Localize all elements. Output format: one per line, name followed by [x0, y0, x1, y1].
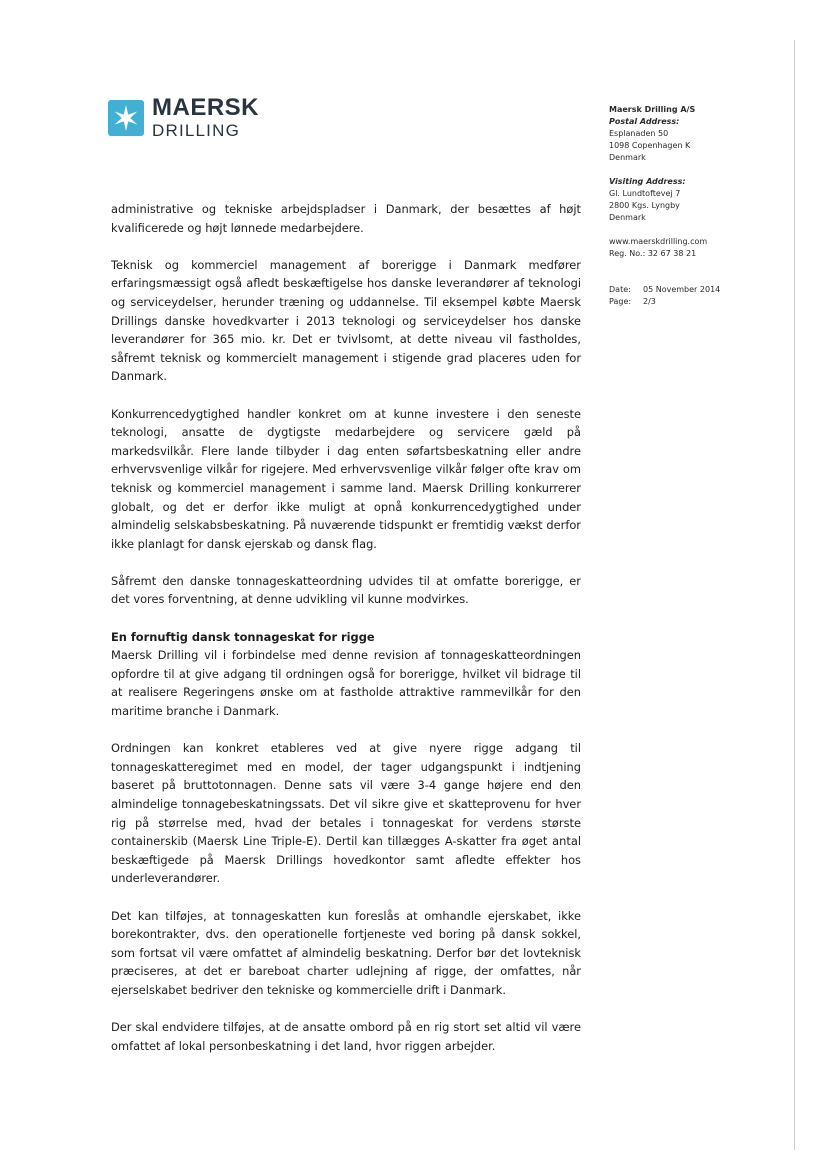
registration-number	[609, 248, 789, 260]
maersk-star-icon	[108, 100, 144, 136]
visiting-address-line: Gl. Lundtoftevej 7	[609, 189, 681, 198]
paragraph: Der skal endvidere tilføjes, at de ansatte ombord på en rig stort set altid vil være omfattet af lokal personbeskatning i det land, hvor riggen arbejder.	[111, 1020, 581, 1053]
section-heading: En fornuftig dansk tonnageskat for rigge	[111, 629, 375, 644]
paragraph: Konkurrencedygtighed handler konkret om at kunne investere i den seneste teknologi, ansatte de dygtigste medarbejdere og servicere gæld på markedsvilkår. Flere lande tilbyder i dag enten søfartsbeskatning eller andre erhvervsvenlige vilkår for rigejere. Med erhvervsvenlige vilkår følger ofte krav om teknisk og kommerciel management i samme land. Maersk Drilling konkurrerer globalt, og det er derfor ikke muligt at opnå konkurrencedygtighed under almindelig selskabsbeskatning. På nuværende tidspunkt er fremtidig vækst derfor ikke planlagt for dansk ejerskab og dansk flag.	[111, 406, 581, 551]
date-row	[609, 284, 789, 296]
website-link[interactable]: www.maerskdrilling.com	[609, 237, 708, 246]
paragraph: Teknisk og kommerciel management af borerigge i Danmark medfører erfaringsmæssigt også afledt beskæftigelse hos danske leverandører af teknologi og serviceydelser, herunder træning og uddannelse. Til eksempel købte Maersk Drillings danske hovedkvarter i 2013 teknologi og serviceydelser hos danske leverandører for 365 mio. kr. Det er tvivlsomt, at dette niveau vil fastholdes, såfremt teknisk og kommercielt management i stigende grad placeres uden for Danmark.	[111, 257, 581, 384]
letter-body	[111, 200, 581, 1074]
paragraph: Maersk Drilling vil i forbindelse med denne revision af tonnageskatteordningen opfordre til at give adgang til ordningen også for borerigge, hvilket vil bidrage til at realisere Regeringens ønske om at fastholde attraktive rammevilkår for den maritime branche i Danmark.	[111, 648, 581, 719]
visiting-address-line: Denmark	[609, 213, 646, 222]
page-value: 2/3	[643, 297, 656, 306]
date-value: 05 November 2014	[643, 285, 721, 294]
visiting-address-label: Visiting Address:	[609, 177, 686, 186]
company-name: Maersk Drilling A/S	[609, 105, 696, 114]
postal-address-label: Postal Address:	[609, 117, 680, 126]
letterhead-sidebar	[609, 104, 789, 308]
maersk-drilling-logo	[108, 96, 259, 139]
postal-address-line: 1098 Copenhagen K	[609, 141, 691, 150]
paragraph: Ordningen kan konkret etableres ved at give nyere rigge adgang til tonnageskatteregimet med en model, der tager udgangspunkt i indtjening baseret på bruttotonnagen. Denne sats vil være 3-4 gange højere end den almindelige tonnagebeskatningssats. Det vil sikre give et skatteprovenu for hver rig på størrelse med, hvad der betales i tonnageskat for verdens største containerskib (Maersk Line Triple-E). Dertil kan tillægges A-skatter fra øget antal beskæftigede på Maersk Drillings hovedkontor samt afledte effekter hos underleverandører.	[111, 741, 581, 886]
visiting-address-line: 2800 Kgs. Lyngby	[609, 201, 680, 210]
reg-label: Reg. No.:	[609, 249, 646, 258]
page-edge-line	[794, 40, 795, 1150]
paragraph: Såfremt den danske tonnageskatteordning udvides til at omfatte borerigge, er det vores forventning, at denne udvikling vil kunne modvirkes.	[111, 573, 581, 607]
page-row	[609, 296, 789, 308]
logo-subtitle: DRILLING	[152, 121, 241, 140]
paragraph: administrative og tekniske arbejdspladser i Danmark, der besættes af højt kvalificerede og højt lønnede medarbejdere.	[111, 202, 581, 235]
paragraph: Det kan tilføjes, at tonnageskatten kun foreslås at omhandle ejerskabet, ikke borekontrakter, dvs. den operationelle fortjeneste ved boring på dansk sokkel, som fortsat vil være omfattet af almindelig beskatning. Derfor bør det lovteknisk præciseres, at det er bareboat charter udlejning af rigge, der omfattes, når ejerselskabet bedriver den tekniske og kommercielle drift i Danmark.	[111, 908, 581, 997]
date-label: Date:	[609, 285, 631, 294]
postal-address-line: Esplanaden 50	[609, 129, 669, 138]
page-label: Page:	[609, 297, 632, 306]
logo-name: MAERSK	[152, 94, 260, 121]
postal-address-line: Denmark	[609, 153, 646, 162]
reg-value: 32 67 38 21	[647, 249, 697, 258]
